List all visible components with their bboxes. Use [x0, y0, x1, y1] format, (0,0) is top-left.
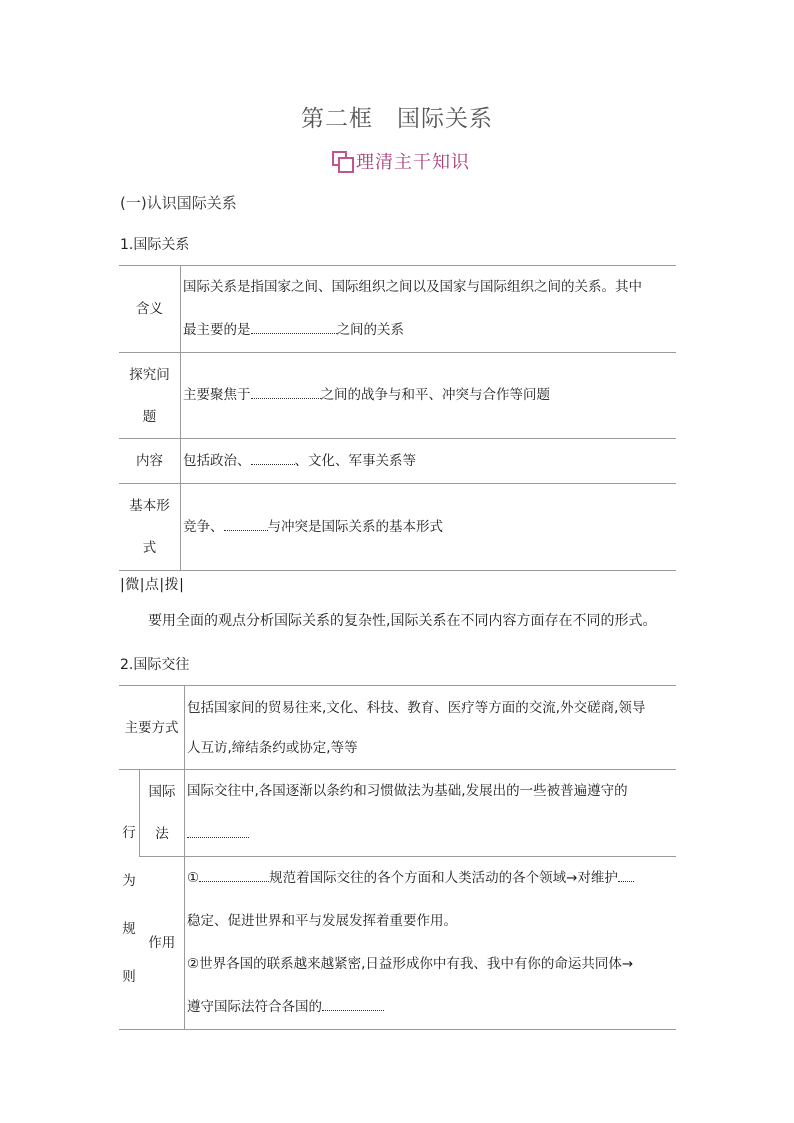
table-row: [119, 770, 676, 857]
section1-heading: 1.国际关系: [120, 237, 190, 253]
tip-label: |微|点|拨|: [120, 577, 185, 593]
table-row: [119, 439, 676, 484]
table-row: [119, 266, 676, 353]
section2-heading: 2.国际交往: [120, 657, 190, 673]
row-label: 内容: [119, 439, 181, 484]
row-content: 国际关系是指国家之间、国际组织之间以及国家与国际组织之间的关系。其中 最主要的是 之间的关系: [181, 266, 677, 353]
section-banner: [330, 146, 470, 176]
row-content: 竞争、 与冲突是国际关系的基本形式: [181, 484, 677, 571]
answer-blank[interactable]: [251, 448, 295, 465]
row-label: 基本形 式: [119, 484, 181, 571]
banner-text: 理清主干知识: [356, 152, 470, 173]
table-row: [119, 484, 676, 571]
row-label: 国际 法: [140, 770, 185, 857]
row-label: 作用: [140, 857, 185, 1030]
row-label: 含义: [119, 266, 181, 353]
part-heading: (一)认识国际关系: [120, 194, 237, 212]
table-row: [119, 353, 676, 439]
row-label: 主要方式: [119, 686, 185, 770]
row-label: 探究问 题: [119, 353, 181, 439]
answer-blank[interactable]: [322, 994, 384, 1011]
international-relations-table: [119, 265, 676, 571]
row-content: 国际交往中,各国逐渐以条约和习惯做法为基础,发展出的一些被普遍遵守的: [185, 770, 677, 857]
international-exchange-table: [119, 685, 676, 1030]
double-square-icon: [330, 149, 354, 173]
row-content: ① 规范着国际交往的各个方面和人类活动的各个领域→对维护 稳定、促进世界和平与发展发挥着重要作用。 ②世界各国的联系越来越紧密,日益形成你中有我、我中有你的命运共同体→ 遵守国际法符合各国的: [185, 857, 677, 1030]
table-row: [119, 857, 676, 1030]
row-content: 包括政治、 、文化、军事关系等: [181, 439, 677, 484]
answer-blank[interactable]: [199, 865, 269, 882]
table-row: [119, 686, 676, 770]
page-title: 第二框 国际关系: [301, 106, 493, 132]
tip-text: 要用全面的观点分析国际关系的复杂性,国际关系在不同内容方面存在不同的形式。: [148, 613, 657, 629]
answer-blank[interactable]: [187, 821, 249, 838]
row-content: 包括国家间的贸易往来,文化、科技、教育、医疗等方面的交流,外交磋商,领导 人互访,缔结条约或协定,等等: [185, 686, 677, 770]
answer-blank[interactable]: [224, 514, 268, 531]
answer-blank[interactable]: [251, 382, 321, 399]
group-label: 行 为 规 则: [119, 770, 140, 1030]
answer-blank[interactable]: [618, 865, 634, 882]
answer-blank[interactable]: [251, 317, 337, 334]
row-content: 主要聚焦于 之间的战争与和平、冲突与合作等问题: [181, 353, 677, 439]
